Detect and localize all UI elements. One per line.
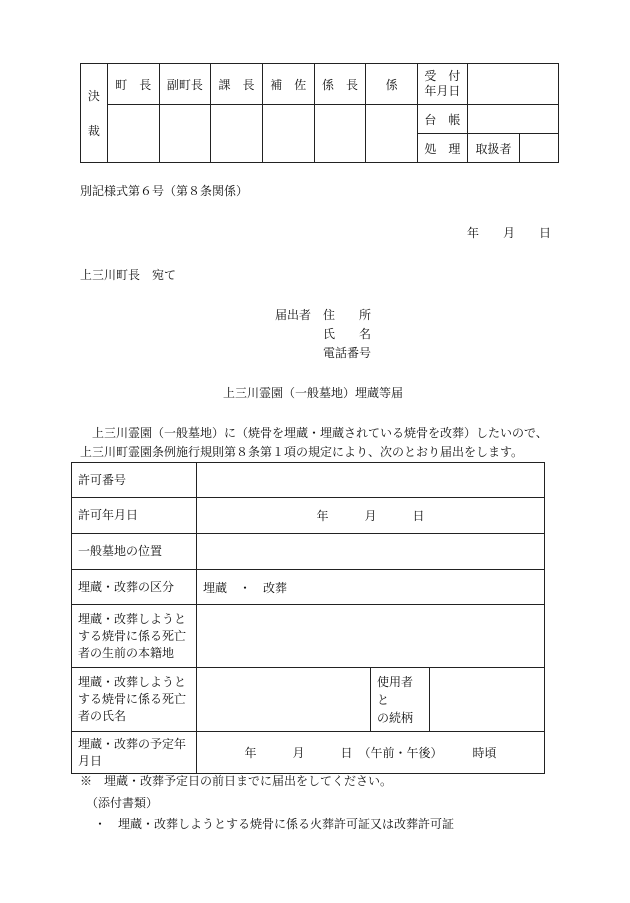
domicile-label-l1: 埋蔵・改葬しようと xyxy=(78,611,187,626)
relation-label-l2: の続柄 xyxy=(377,710,414,725)
date-line: 年 月 日 xyxy=(467,226,552,240)
approval-table xyxy=(80,63,559,163)
role-hosa: 補 佐 xyxy=(262,64,314,105)
domicile-label-l2: する焼骨に係る死亡 xyxy=(78,628,187,643)
deceased-name-l2: する焼骨に係る死亡 xyxy=(78,692,187,706)
stamp-kakaricho[interactable] xyxy=(314,105,366,163)
applicant-label: 届出者 xyxy=(275,308,312,322)
relation-label xyxy=(371,668,430,732)
location-value[interactable] xyxy=(197,534,545,570)
schedule-label-l2: 月日 xyxy=(78,753,103,768)
applicant-name-label: 氏 名 xyxy=(323,327,372,341)
deceased-name-l1: 埋蔵・改葬しようと xyxy=(78,675,187,689)
category-value[interactable]: 埋蔵 ・ 改葬 xyxy=(197,570,545,605)
permit-number-label: 許可番号 xyxy=(72,463,197,498)
applicant-phone-label: 電話番号 xyxy=(323,346,372,360)
attachment-title: （添付書類） xyxy=(86,796,159,810)
stamp-cho[interactable] xyxy=(107,105,159,163)
attachment-item: ・ 埋蔵・改葬しようとする焼骨に係る火葬許可証又は改葬許可証 xyxy=(94,817,455,831)
role-kakari: 係 xyxy=(366,64,418,105)
deceased-name-l3: 者の氏名 xyxy=(78,709,127,723)
handler-value[interactable] xyxy=(520,134,559,163)
register-label: 台 帳 xyxy=(417,105,467,134)
role-cho: 町 長 xyxy=(107,64,159,105)
deceased-name-label xyxy=(72,668,197,732)
note: ※ 埋蔵・改葬予定日の前日までに届出をしてください。 xyxy=(80,774,393,788)
receipt-date-line1: 受 付 xyxy=(424,69,461,83)
schedule-label-l1: 埋蔵・改葬の予定年 xyxy=(78,736,187,751)
page-title: 上三川霊園（一般墓地）埋蔵等届 xyxy=(223,386,404,400)
approval-kessai-bottom: 裁 xyxy=(87,124,100,138)
approval-kessai-top: 決 xyxy=(87,89,100,103)
role-kacho: 課 長 xyxy=(211,64,263,105)
stamp-hosa[interactable] xyxy=(262,105,314,163)
category-label: 埋蔵・改葬の区分 xyxy=(72,570,197,605)
stamp-kakari[interactable] xyxy=(366,105,418,163)
receipt-date-line2: 年月日 xyxy=(424,84,461,98)
form-reference: 別記様式第６号（第８条関係） xyxy=(80,184,249,198)
intro-line-2: 上三川町霊園条例施行規則第８条第１項の規定により、次のとおり届出をします。 xyxy=(80,445,524,459)
approval-kessai-cell xyxy=(81,64,108,163)
stamp-fukucho[interactable] xyxy=(159,105,211,163)
location-label: 一般墓地の位置 xyxy=(72,534,197,570)
schedule-value[interactable]: 年 月 日 （午前・午後） 時頃 xyxy=(197,732,545,774)
handler-label: 取扱者 xyxy=(467,134,520,163)
intro-line-1: 上三川霊園（一般墓地）に（焼骨を埋蔵・埋蔵されている焼骨を改葬）したいので、 xyxy=(80,426,548,440)
deceased-name-value[interactable] xyxy=(197,668,371,732)
role-fukucho: 副町長 xyxy=(159,64,211,105)
applicant-address-label: 住 所 xyxy=(323,308,372,322)
receipt-date-value[interactable] xyxy=(467,64,558,105)
role-kakaricho: 係 長 xyxy=(314,64,366,105)
relation-label-l1: 使用者と xyxy=(377,674,414,707)
permit-number-value[interactable] xyxy=(197,463,545,498)
addressee: 上三川町長 宛て xyxy=(80,268,177,282)
domicile-value[interactable] xyxy=(197,605,545,668)
processing-label: 処 理 xyxy=(417,134,467,163)
domicile-label xyxy=(72,605,197,668)
register-value[interactable] xyxy=(467,105,558,134)
permit-date-value[interactable]: 年 月 日 xyxy=(197,498,545,534)
domicile-label-l3: 者の生前の本籍地 xyxy=(78,645,175,660)
notification-table xyxy=(71,462,545,774)
stamp-kacho[interactable] xyxy=(211,105,263,163)
permit-date-label: 許可年月日 xyxy=(72,498,197,534)
relation-value[interactable] xyxy=(430,668,545,732)
receipt-date-label xyxy=(417,64,467,105)
schedule-label xyxy=(72,732,197,774)
